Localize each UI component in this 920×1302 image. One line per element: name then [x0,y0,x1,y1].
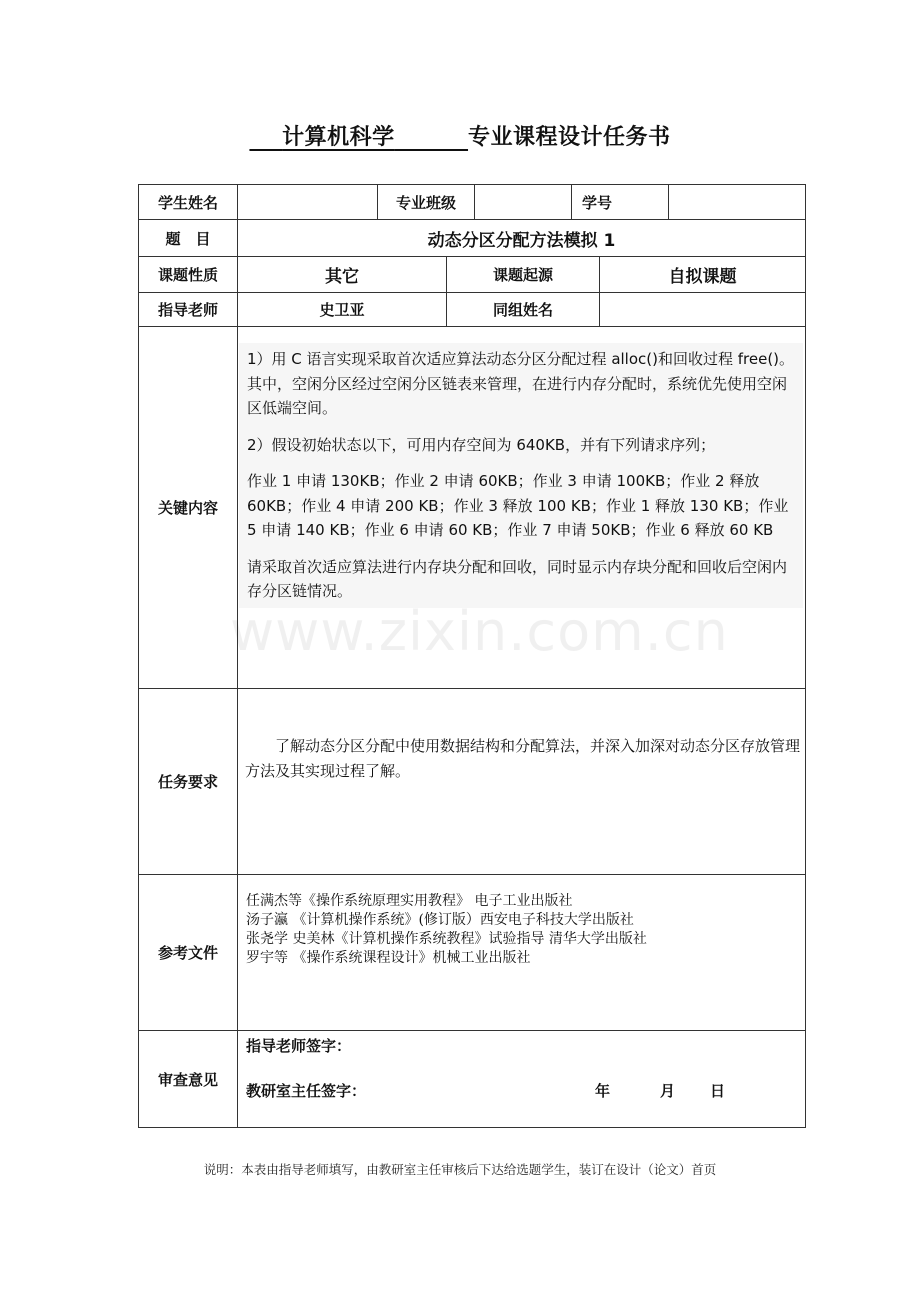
student-name-field[interactable] [237,185,377,219]
class-label: 专业班级 [377,185,474,219]
topic-value: 动态分区分配方法模拟 1 [237,220,805,256]
student-id-label: 学号 [571,185,668,219]
key-content-text [239,343,803,608]
refs-list [246,892,802,968]
source-label: 课题起源 [446,257,599,292]
key-content-label: 关键内容 [157,499,218,517]
key-content-paragraph-3: 作业 1 申请 130KB；作业 2 申请 60KB；作业 3 申请 100KB；作业 2 释放 60KB；作业 4 申请 200 KB；作业 3 释放 100 KB；作业 1 释放 130 KB；作业 5 申请 140 KB；作业 6 申请 60 KB；作业 7 申请 50KB；作业 6 释放 60 KB [247,472,789,539]
advisor-value: 史卫亚 [237,293,446,326]
advisor-label: 指导老师 [157,301,218,319]
director-signature-label: 教研室主任签字： [246,1082,367,1100]
key-content-paragraph-1: 1）用 C 语言实现采取首次适应算法动态分区分配过程 alloc()和回收过程 free()。其中，空闲分区经过空闲分区链表来管理，在进行内存分配时，系统优先使用空闲区低端空间。 [247,350,795,417]
ref-item-3: 张尧学 史美林《计算机操作系统教程》试验指导 清华大学出版社 [246,931,647,947]
nature-label: 课题性质 [157,266,218,284]
row-student [138,184,806,220]
group-label: 同组姓名 [446,293,599,326]
advisor-signature-label: 指导老师签字： [246,1037,352,1055]
refs-label: 参考文件 [157,944,218,962]
task-text: 了解动态分区分配中使用数据结构和分配算法，并深入加深对动态分区存放管理方法及其实现过程了解。 [245,737,801,780]
row-nature [138,257,806,293]
document-title [0,120,920,151]
title-rest: 专业课程设计任务书 [468,125,671,150]
student-name-label: 学生姓名 [157,193,218,212]
footnote: 说明：本表由指导老师填写，由教研室主任审核后下达给选题学生，装订在设计（论文）首页 [203,1162,717,1177]
row-review [138,1031,806,1128]
class-field[interactable] [474,185,571,219]
ref-item-1: 任满杰等《操作系统原理实用教程》 电子工业出版社 [246,893,573,909]
task-label: 任务要求 [157,773,218,791]
ref-item-4: 罗宇等 《操作系统课程设计》机械工业出版社 [246,950,531,966]
review-label: 审查意见 [157,1070,218,1089]
row-task [138,689,806,875]
row-advisor [138,293,806,327]
task-form [138,184,806,1128]
row-refs [138,875,806,1031]
source-value: 自拟课题 [599,257,805,292]
group-field[interactable] [599,293,805,326]
row-key-content [138,327,806,689]
day-label: 日 [710,1082,726,1100]
key-content-paragraph-2: 2）假设初始状态以下，可用内存空间为 640KB，并有下列请求序列； [247,435,716,454]
month-label: 月 [660,1082,676,1100]
year-label: 年 [595,1082,611,1100]
row-topic [138,220,806,257]
title-major: 计算机科学 [282,125,395,150]
key-content-paragraph-4: 请采取首次适应算法进行内存块分配和回收，同时显示内存块分配和回收后空闲内存分区链情况。 [247,557,788,600]
nature-value: 其它 [237,257,446,292]
watermark: www.zixin.com.cn [230,600,729,663]
student-id-field[interactable] [668,185,805,219]
topic-label: 题 目 [165,229,211,248]
ref-item-2: 汤子瀛 《计算机操作系统》(修订版）西安电子科技大学出版社 [246,912,634,928]
